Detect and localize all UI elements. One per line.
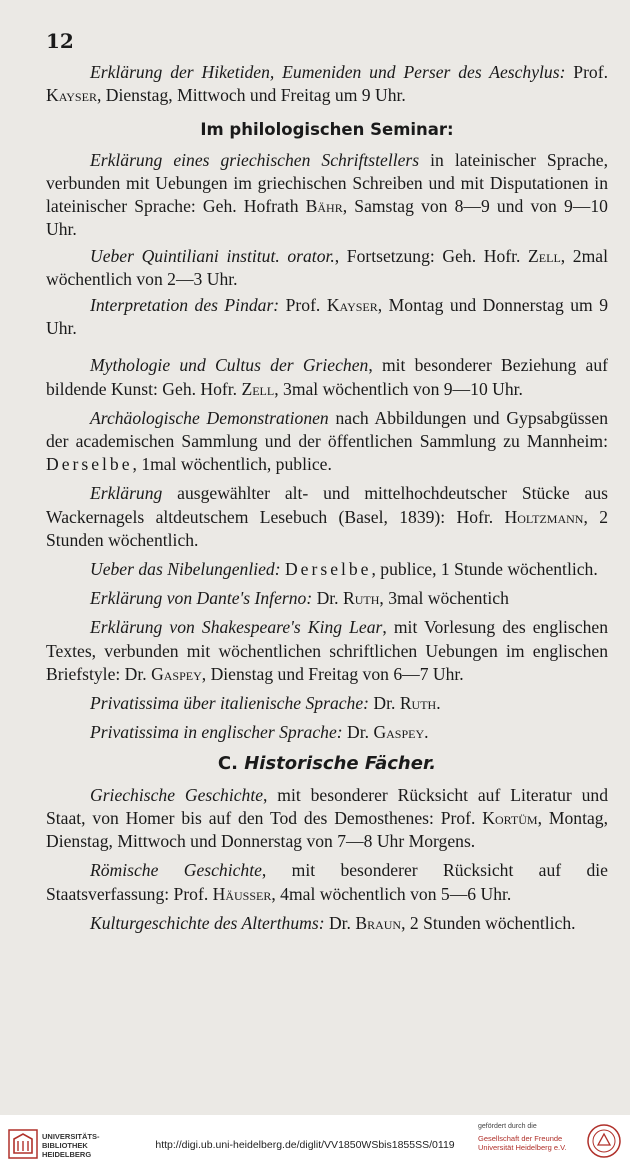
- entry-title: Privatissima über italienische Sprache:: [90, 693, 370, 714]
- page-text: [46, 30, 608, 941]
- entry-text: Dr.: [324, 912, 356, 933]
- entry-text: Dr.: [312, 588, 343, 609]
- entry-text: , 2mal wöchentlich von 2—3 Uhr.: [46, 245, 608, 289]
- entry-title: Römische Geschichte: [90, 860, 262, 881]
- lecturer-name: Derselbe: [284, 559, 372, 580]
- entry-text: Dr.: [369, 693, 400, 714]
- entry-title: Erklärung von Shakespeare's King Lear: [90, 617, 383, 638]
- entry-title: Erklärung: [90, 483, 163, 504]
- lecturer-name: Zell: [241, 378, 275, 399]
- library-name-line: BIBLIOTHEK: [42, 1141, 88, 1150]
- library-name-line: UNIVERSITÄTS-: [42, 1132, 100, 1141]
- entry-text: ausgewählter alt- und mittelhochdeutscher Stücke aus Wackernagels altdeutschem Lesebuch (Basel, 1839): Hofr.: [46, 483, 608, 527]
- entry-text: , mit Vorlesung des englischen Textes, verbunden mit wöchentlichen schriftlichen Uebungen im englischen Briefstyle: Dr.: [46, 617, 608, 684]
- sponsor-name: [478, 1134, 567, 1152]
- lecturer-name: Bähr: [305, 196, 343, 217]
- entry-text: , Dienstag, Mittwoch und Freitag um 9 Uhr.: [96, 85, 406, 106]
- section-heading: [46, 752, 608, 775]
- entry-roem-geschichte: [46, 859, 608, 905]
- page-number: 12: [46, 29, 74, 53]
- entry-dante: [46, 587, 608, 610]
- entry-text: Prof.: [565, 62, 608, 83]
- entry-text: nach Abbildungen und Gypsabgüssen der academischen Sammlung und der öffentlichen Sammlung zu Mannheim:: [46, 407, 608, 452]
- library-seal-icon: [8, 1129, 38, 1159]
- entry-title: Interpretation des Pindar:: [90, 295, 280, 316]
- entry-title: Griechische Geschichte: [90, 784, 264, 805]
- permalink-url[interactable]: http://digi.ub.uni-heidelberg.de/diglit/VV1850WSbis1855SS/0119: [155, 1139, 455, 1151]
- entry-text: , Samstag von 8—9 und von 9—10 Uhr.: [46, 196, 608, 240]
- entry-text: , mit besonderer Rücksicht auf Literatur und Staat, von Homer bis auf den Tod des Demosthenes: Prof.: [46, 784, 608, 828]
- entry-text: , 3mal wöchentlich von 9—10 Uhr.: [274, 378, 523, 399]
- entry-text: , publice, 1 Stunde wöchentlich.: [371, 559, 598, 580]
- lecturer-name: Häusser: [212, 883, 272, 904]
- sponsor-caption: gefördert durch die: [478, 1123, 537, 1130]
- entry-archaeologie: [46, 407, 608, 477]
- sponsor-seal-icon: [586, 1123, 622, 1159]
- lecturer-name: Gaspey: [151, 663, 202, 684]
- lecturer-name: Kortüm: [482, 807, 538, 828]
- entry-title: Erklärung der Hiketiden, Eumeniden und Perser des Aeschylus:: [90, 62, 566, 83]
- entry-title: Erklärung eines griechischen Schriftstellers: [90, 149, 420, 170]
- university-library-logo[interactable]: [8, 1125, 148, 1165]
- lecturer-name: Braun: [355, 912, 402, 933]
- entry-title: Ueber Quintiliani institut. orator.: [90, 245, 335, 266]
- entry-text: in lateinischer Sprache, verbunden mit Uebungen im griechischen Schreiben und mit Disputationen in lateinischer Sprache: Geh. Hofrath: [46, 149, 608, 217]
- lecturer-name: Zell: [528, 245, 561, 266]
- entry-griech-schriftsteller: [46, 149, 608, 242]
- entry-text: Dr.: [342, 722, 374, 743]
- entry-shakespeare: [46, 616, 608, 686]
- entry-text: , 3mal wöchentich: [379, 588, 509, 609]
- library-name-line: HEIDELBERG: [42, 1150, 92, 1159]
- sponsor-name-line: Gesellschaft der Freunde: [478, 1134, 563, 1143]
- entry-text: , Montag und Donnerstag um 9 Uhr.: [46, 295, 608, 339]
- entry-privatissima-englisch: [46, 721, 608, 744]
- lecturer-name: Kayser: [326, 295, 378, 316]
- entry-text: .: [436, 693, 441, 714]
- lecturer-name: Holtzmann: [504, 506, 584, 527]
- entry-pindar: [46, 294, 608, 340]
- lecturer-name: Derselbe: [46, 454, 133, 475]
- entry-title: Ueber das Nibelungenlied:: [90, 559, 281, 580]
- digitization-footer: [0, 1115, 630, 1172]
- section-letter: C.: [217, 753, 238, 775]
- entry-title: Mythologie und Cultus der Griechen: [90, 355, 369, 376]
- seminar-heading: Im philologischen Seminar:: [200, 119, 454, 139]
- entry-text: .: [424, 722, 429, 743]
- entry-text: , 2 Stunden wöchentlich.: [46, 506, 609, 550]
- entry-text: , Dienstag und Freitag von 6—7 Uhr.: [201, 663, 464, 684]
- lecturer-name: Ruth: [399, 693, 437, 714]
- entry-title: Archäologische Demonstrationen: [90, 407, 329, 428]
- entry-text: , 2 Stunden wöchentlich.: [401, 912, 576, 933]
- entry-title: Privatissima in englischer Sprache:: [90, 722, 343, 743]
- entry-aeschylus: [46, 61, 608, 107]
- section-title: Historische Fächer.: [244, 753, 437, 775]
- lecturer-name: Gaspey: [373, 722, 425, 743]
- entry-kulturgeschichte: [46, 912, 608, 935]
- entry-text: , mit besonderer Beziehung auf bildende Kunst: Geh. Hofr.: [46, 355, 608, 399]
- entry-griech-geschichte: [46, 784, 608, 854]
- entry-text: Prof.: [279, 295, 327, 316]
- entry-privatissima-italienisch: [46, 692, 608, 715]
- entry-text: , mit besonderer Rücksicht auf die Staatsverfassung: Prof.: [46, 860, 608, 904]
- sponsor-name-line: Universität Heidelberg e.V.: [478, 1143, 567, 1152]
- entry-nibelungen: [46, 558, 608, 581]
- entry-title: Kulturgeschichte des Alterthums:: [90, 912, 325, 933]
- entry-text: , Montag, Dienstag, Mittwoch und Donnerstag von 7—8 Uhr Morgens.: [46, 807, 608, 852]
- entry-text: , 4mal wöchentlich von 5—6 Uhr.: [271, 883, 512, 904]
- sponsor-logo[interactable]: [474, 1121, 624, 1167]
- entry-title: Erklärung von Dante's Inferno:: [90, 588, 313, 609]
- entry-text: , Fortsetzung: Geh. Hofr.: [334, 245, 529, 266]
- entry-text: , 1mal wöchentlich, publice.: [132, 454, 332, 475]
- lecturer-name: Ruth: [342, 588, 380, 609]
- entry-altdeutsch: [46, 482, 608, 552]
- entry-mythologie: [46, 354, 608, 400]
- entry-quintilian: [46, 245, 608, 291]
- lecturer-name: Kayser: [46, 85, 97, 106]
- library-name: [42, 1132, 100, 1159]
